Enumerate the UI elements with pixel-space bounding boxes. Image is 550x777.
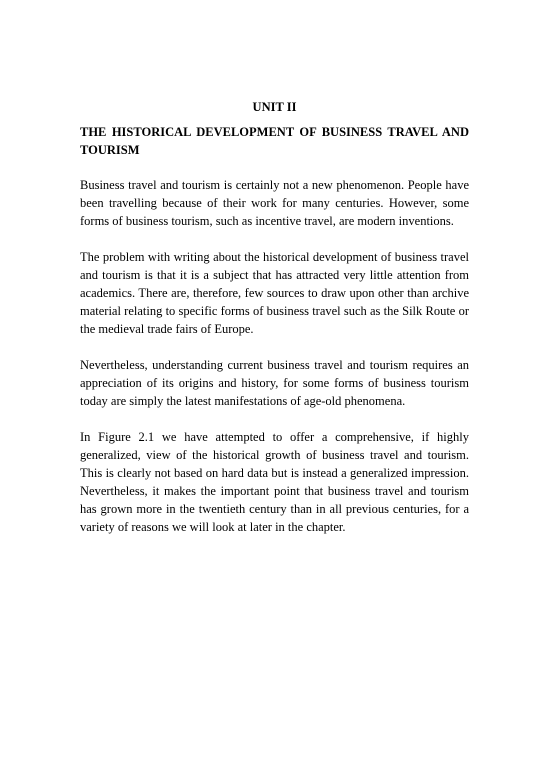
page-content [80, 98, 469, 554]
paragraph-1: Business travel and tourism is certainly not a new phenomenon. People have been travelling because of their work for many centuries. However, some forms of business tourism, such as incentive travel, are modern inventions. [80, 178, 469, 228]
chapter-heading: THE HISTORICAL DEVELOPMENT OF BUSINESS TRAVEL AND TOURISM [80, 125, 469, 157]
unit-title: UNIT II [252, 100, 297, 114]
paragraph-3: Nevertheless, understanding current business travel and tourism requires an appreciation of its origins and history, for some forms of business tourism today are simply the latest manifestations of age-old phenomena. [80, 358, 469, 408]
paragraph-2: The problem with writing about the historical development of business travel and tourism is that it is a subject that has attracted very little attention from academics. There are, therefore, few sources to draw upon other than archive material relating to specific forms of business travel such as the Silk Route or the medieval trade fairs of Europe. [80, 250, 469, 336]
paragraph-4: In Figure 2.1 we have attempted to offer a comprehensive, if highly generalized, view of the historical growth of business travel and tourism. This is clearly not based on hard data but is instead a generalized impression. Nevertheless, it makes the important point that business travel and tourism has grown more in the twentieth century than in all previous centuries, for a variety of reasons we will look at later in the chapter. [80, 430, 469, 534]
